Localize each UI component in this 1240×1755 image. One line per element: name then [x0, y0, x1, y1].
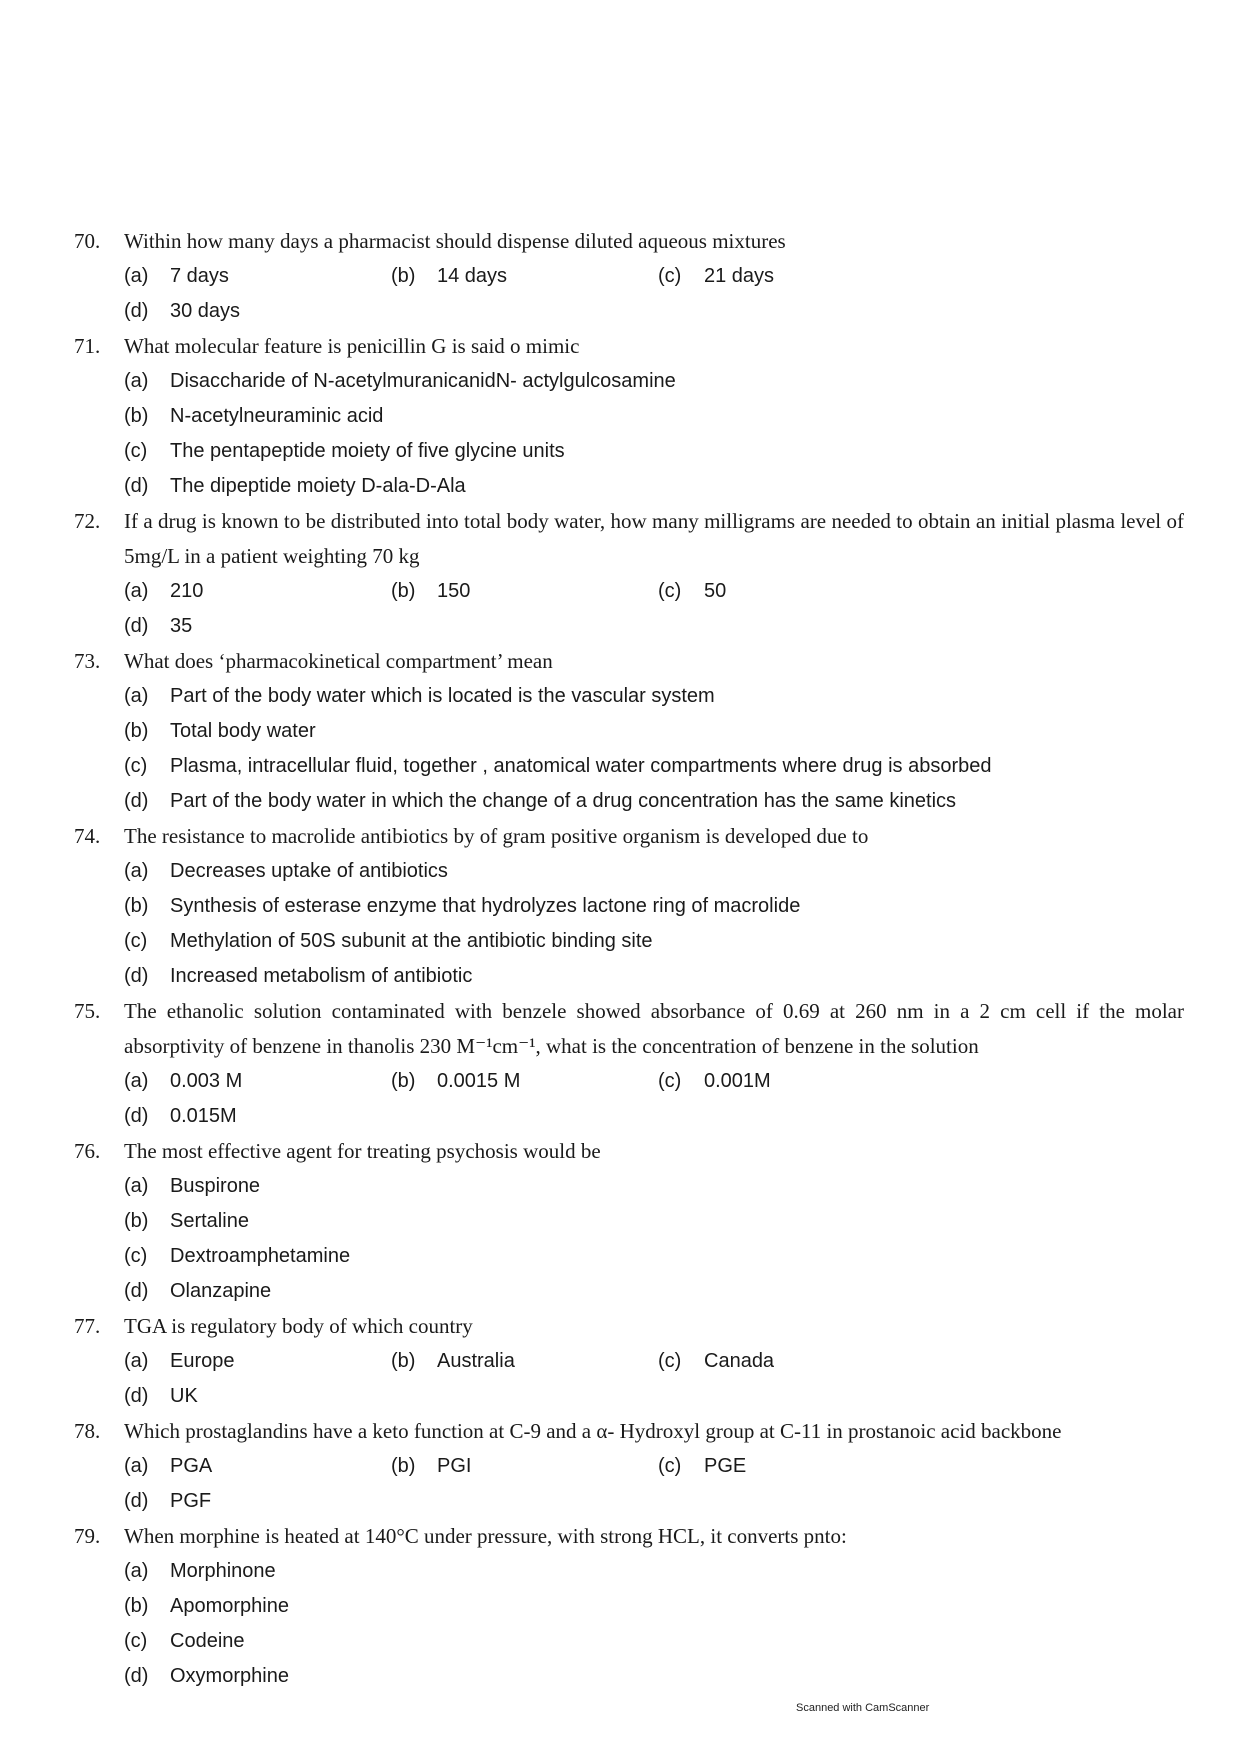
question-text: The most effective agent for treating psychosis would be	[124, 1139, 601, 1163]
question-number: 74.	[74, 824, 101, 848]
option-label: (c)	[658, 1455, 682, 1477]
option-text: 0.003 M	[170, 1070, 243, 1092]
options-list	[124, 364, 1184, 504]
options-list	[124, 1169, 1184, 1309]
option-label: (c)	[658, 1350, 682, 1372]
option-label: (a)	[124, 265, 149, 287]
option-text: Plasma, intracellular fluid, together , anatomical water compartments where drug is absorbed	[170, 755, 992, 777]
option-text: Oxymorphine	[170, 1665, 289, 1687]
option-label: (a)	[124, 370, 149, 392]
answer-option	[124, 294, 391, 329]
answer-option	[658, 1064, 925, 1099]
question-line	[74, 1519, 1184, 1554]
answer-option	[124, 434, 1184, 469]
option-label: (d)	[124, 1385, 149, 1407]
question-text: What molecular feature is penicillin G is said o mimic	[124, 334, 580, 358]
option-label: (c)	[658, 1070, 682, 1092]
option-text: Morphinone	[170, 1560, 276, 1582]
question-block	[74, 504, 1184, 644]
answer-option	[124, 574, 391, 609]
option-text: PGA	[170, 1455, 213, 1477]
answer-option	[391, 1449, 658, 1484]
answer-option	[124, 749, 1184, 784]
answer-option	[124, 1554, 658, 1589]
option-text: Methylation of 50S subunit at the antibiotic binding site	[170, 930, 653, 952]
question-block	[74, 329, 1184, 504]
answer-option	[124, 924, 1184, 959]
option-text: 30 days	[170, 300, 241, 322]
options-list	[124, 854, 1184, 994]
option-label: (d)	[124, 965, 149, 987]
option-text: The pentapeptide moiety of five glycine units	[170, 440, 565, 462]
option-text: 14 days	[437, 265, 508, 287]
option-label: (a)	[124, 1070, 149, 1092]
option-label: (d)	[124, 790, 149, 812]
answer-option	[124, 1239, 658, 1274]
option-text: 35	[170, 615, 193, 637]
answer-option	[391, 259, 658, 294]
option-label: (d)	[124, 1490, 149, 1512]
option-text: PGE	[704, 1455, 747, 1477]
option-label: (b)	[391, 580, 416, 602]
question-text: If a drug is known to be distributed into total body water, how many milligrams are needed to obtain an initial plasma level of 5mg/L in a patient weighting 70 kg	[124, 509, 1184, 568]
answer-option	[124, 1449, 391, 1484]
answer-option	[124, 1624, 658, 1659]
option-text: Part of the body water in which the change of a drug concentration has the same kinetics	[170, 790, 957, 812]
option-label: (b)	[124, 1210, 149, 1232]
option-text: Buspirone	[170, 1175, 261, 1197]
answer-option	[658, 574, 925, 609]
option-text: Disaccharide of N-acetylmuranicanidN- actylgulcosamine	[170, 370, 676, 392]
question-line	[74, 224, 1184, 259]
question-text: What does ‘pharmacokinetical compartment’ mean	[124, 649, 553, 673]
answer-option	[391, 574, 658, 609]
option-label: (b)	[391, 1455, 416, 1477]
question-number: 70.	[74, 229, 101, 253]
question-text: When morphine is heated at 140°C under pressure, with strong HCL, it converts pnto:	[124, 1524, 847, 1548]
question-line	[74, 329, 1184, 364]
option-label: (b)	[124, 895, 149, 917]
option-text: 0.001M	[704, 1070, 771, 1092]
question-line	[74, 1414, 1184, 1449]
question-line	[74, 994, 1184, 1064]
answer-option	[124, 1099, 391, 1134]
question-text: TGA is regulatory body of which country	[124, 1314, 473, 1338]
question-line	[74, 504, 1184, 574]
options-list	[124, 574, 1184, 644]
question-line	[74, 1309, 1184, 1344]
answer-option	[391, 1064, 658, 1099]
option-text: 21 days	[704, 265, 775, 287]
option-label: (a)	[124, 1455, 149, 1477]
option-label: (b)	[391, 265, 416, 287]
answer-option	[124, 609, 391, 644]
answer-option	[124, 1344, 391, 1379]
option-text: UK	[170, 1385, 198, 1407]
question-block	[74, 1309, 1184, 1414]
option-label: (c)	[124, 755, 148, 777]
answer-option	[124, 784, 1184, 819]
option-text: N-acetylneuraminic acid	[170, 405, 384, 427]
answer-option	[124, 1274, 658, 1309]
answer-option	[124, 714, 1184, 749]
option-text: 210	[170, 580, 204, 602]
answer-option	[124, 364, 1184, 399]
option-label: (a)	[124, 1560, 149, 1582]
option-label: (d)	[124, 1665, 149, 1687]
answer-option	[124, 259, 391, 294]
question-block	[74, 1519, 1184, 1694]
option-text: Codeine	[170, 1630, 245, 1652]
option-label: (b)	[391, 1350, 416, 1372]
option-label: (d)	[124, 1280, 149, 1302]
options-list	[124, 1064, 1184, 1134]
option-text: Apomorphine	[170, 1595, 289, 1617]
option-text: Part of the body water which is located is the vascular system	[170, 685, 715, 707]
question-sheet	[74, 224, 1184, 1694]
question-text: Within how many days a pharmacist should dispense diluted aqueous mixtures	[124, 229, 786, 253]
question-number: 79.	[74, 1524, 101, 1548]
option-label: (b)	[124, 720, 149, 742]
question-line	[74, 1134, 1184, 1169]
option-text: 150	[437, 580, 471, 602]
option-text: Decreases uptake of antibiotics	[170, 860, 448, 882]
answer-option	[658, 259, 925, 294]
answer-option	[124, 679, 1184, 714]
option-text: Australia	[437, 1350, 515, 1372]
option-text: The dipeptide moiety D-ala-D-Ala	[170, 475, 466, 497]
option-text: Total body water	[170, 720, 316, 742]
answer-option	[124, 889, 1184, 924]
option-text: 50	[704, 580, 727, 602]
question-line	[74, 819, 1184, 854]
option-text: 0.015M	[170, 1105, 237, 1127]
option-label: (a)	[124, 860, 149, 882]
option-text: PGI	[437, 1455, 472, 1477]
option-label: (b)	[124, 405, 149, 427]
option-text: Dextroamphetamine	[170, 1245, 351, 1267]
question-text: Which prostaglandins have a keto function at C-9 and a α- Hydroxyl group at C-11 in prostanoic acid backbone	[124, 1419, 1062, 1443]
options-list	[124, 679, 1184, 819]
answer-option	[124, 854, 1184, 889]
question-number: 77.	[74, 1314, 101, 1338]
answer-option	[391, 1344, 658, 1379]
option-text: Europe	[170, 1350, 235, 1372]
question-number: 73.	[74, 649, 101, 673]
option-text: 0.0015 M	[437, 1070, 521, 1092]
scanner-footer: Scanned with CamScanner	[796, 1702, 930, 1714]
option-label: (a)	[124, 1175, 149, 1197]
question-block	[74, 1134, 1184, 1309]
options-list	[124, 259, 1184, 329]
question-number: 75.	[74, 999, 101, 1023]
options-list	[124, 1554, 1184, 1694]
answer-option	[124, 469, 1184, 504]
option-label: (c)	[658, 265, 682, 287]
option-text: Canada	[704, 1350, 775, 1372]
option-text: Sertaline	[170, 1210, 249, 1232]
answer-option	[124, 399, 1184, 434]
option-text: Olanzapine	[170, 1280, 272, 1302]
question-block	[74, 1414, 1184, 1519]
option-text: Increased metabolism of antibiotic	[170, 965, 473, 987]
question-block	[74, 994, 1184, 1134]
answer-option	[124, 1204, 658, 1239]
option-label: (c)	[124, 1630, 148, 1652]
question-number: 78.	[74, 1419, 101, 1443]
question-text: The resistance to macrolide antibiotics by of gram positive organism is developed due to	[124, 824, 869, 848]
option-label: (b)	[124, 1595, 149, 1617]
question-block	[74, 819, 1184, 994]
answer-option	[124, 959, 1184, 994]
question-line	[74, 644, 1184, 679]
answer-option	[658, 1449, 925, 1484]
option-label: (c)	[658, 580, 682, 602]
option-label: (b)	[391, 1070, 416, 1092]
option-label: (d)	[124, 615, 149, 637]
question-number: 71.	[74, 334, 101, 358]
option-label: (d)	[124, 1105, 149, 1127]
answer-option	[124, 1379, 391, 1414]
answer-option	[124, 1064, 391, 1099]
answer-option	[658, 1344, 925, 1379]
answer-option	[124, 1484, 391, 1519]
option-text: PGF	[170, 1490, 212, 1512]
option-text: Synthesis of esterase enzyme that hydrolyzes lactone ring of macrolide	[170, 895, 801, 917]
question-number: 76.	[74, 1139, 101, 1163]
answer-option	[124, 1659, 658, 1694]
option-label: (d)	[124, 300, 149, 322]
question-text: The ethanolic solution contaminated with benzele showed absorbance of 0.69 at 260 nm in a 2 cm cell if the molar absorptivity of benzene in thanolis 230 M⁻¹cm⁻¹, what is the concentration of benzene in the solution	[124, 999, 1184, 1058]
question-number: 72.	[74, 509, 101, 533]
option-label: (a)	[124, 580, 149, 602]
option-text: 7 days	[170, 265, 229, 287]
options-list	[124, 1449, 1184, 1519]
question-block	[74, 644, 1184, 819]
answer-option	[124, 1169, 658, 1204]
option-label: (a)	[124, 1350, 149, 1372]
option-label: (d)	[124, 475, 149, 497]
answer-option	[124, 1589, 658, 1624]
option-label: (a)	[124, 685, 149, 707]
option-label: (c)	[124, 440, 148, 462]
option-label: (c)	[124, 1245, 148, 1267]
options-list	[124, 1344, 1184, 1414]
option-label: (c)	[124, 930, 148, 952]
question-block	[74, 224, 1184, 329]
